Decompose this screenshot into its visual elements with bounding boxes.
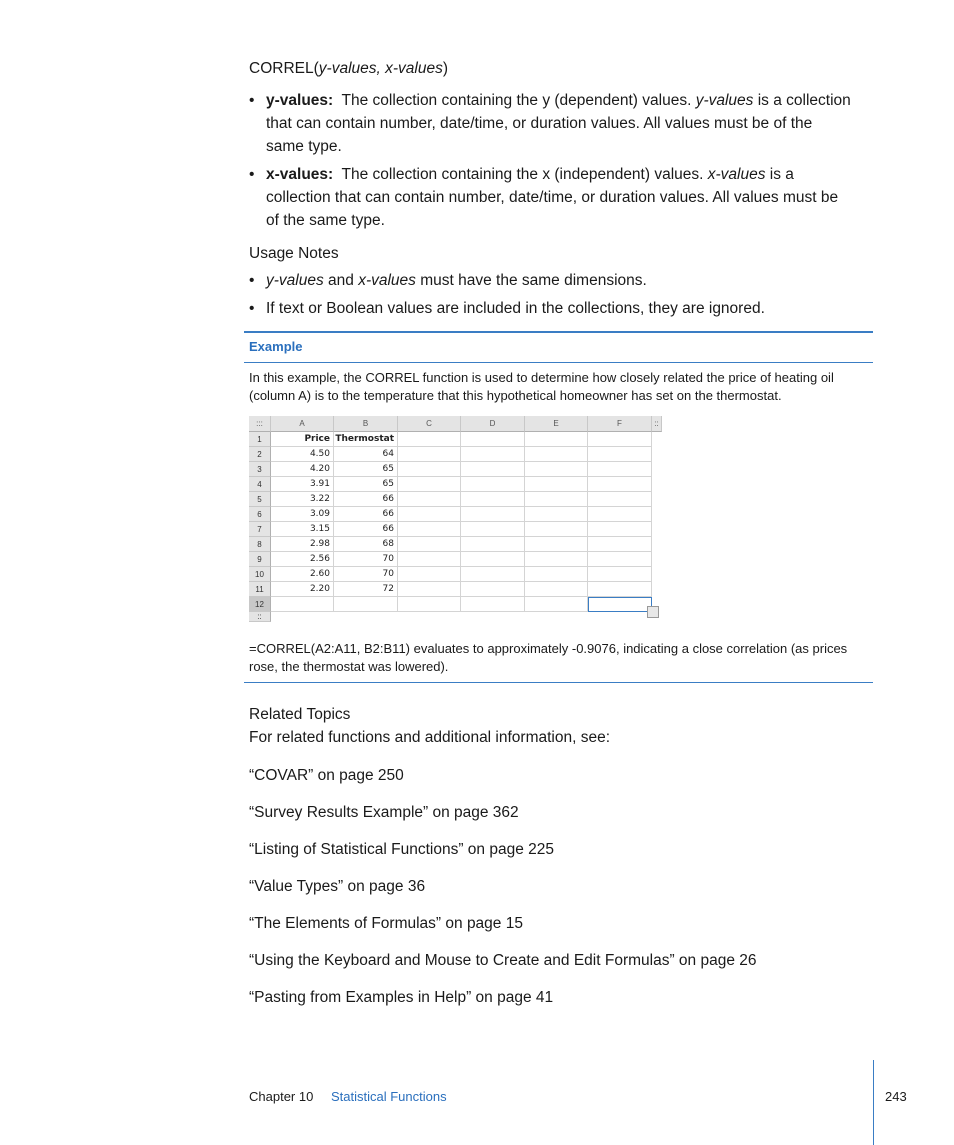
related-link[interactable]: “COVAR” on page 250 <box>249 767 404 784</box>
cell-a1[interactable]: Price <box>271 432 334 447</box>
col-header-f[interactable]: F <box>588 416 652 432</box>
empty-cell[interactable] <box>525 582 588 597</box>
note-text: and <box>323 272 359 289</box>
empty-cell[interactable] <box>461 537 525 552</box>
empty-cell[interactable] <box>461 492 525 507</box>
empty-cell[interactable] <box>588 567 652 582</box>
cell-thermostat[interactable]: 68 <box>334 537 398 552</box>
related-link[interactable]: “Survey Results Example” on page 362 <box>249 804 519 821</box>
col-header-d[interactable]: D <box>461 416 525 432</box>
usage-note-2 <box>249 297 874 320</box>
empty-cell[interactable] <box>461 462 525 477</box>
arg-ital: y-values <box>695 92 754 109</box>
empty-cell[interactable] <box>588 462 652 477</box>
arg-desc-line2: that can contain number, date/time, or duration values. All values must be of the <box>266 115 813 132</box>
empty-cell[interactable] <box>525 492 588 507</box>
empty-cell[interactable] <box>525 477 588 492</box>
empty-cell[interactable] <box>525 597 588 612</box>
empty-cell[interactable] <box>461 432 525 447</box>
col-header-e[interactable]: E <box>525 416 588 432</box>
cell-price[interactable]: 4.20 <box>271 462 334 477</box>
cell-price[interactable]: 3.15 <box>271 522 334 537</box>
bullet-dot: • <box>249 272 255 289</box>
resize-handle[interactable] <box>647 606 659 618</box>
row-header[interactable]: 2 <box>249 447 271 462</box>
cell-price[interactable]: 3.22 <box>271 492 334 507</box>
empty-cell[interactable] <box>461 567 525 582</box>
arg-desc-end: is a <box>765 166 794 183</box>
cell-price[interactable]: 2.98 <box>271 537 334 552</box>
usage-note-1 <box>249 269 874 292</box>
empty-cell[interactable] <box>398 477 461 492</box>
row-header[interactable]: 6 <box>249 507 271 522</box>
corner-cell: ::: <box>249 416 271 432</box>
cell-b1[interactable]: Thermostat <box>334 432 398 447</box>
row-header[interactable]: 10 <box>249 567 271 582</box>
arg-name: y-values: <box>266 92 334 109</box>
empty-cell[interactable] <box>461 582 525 597</box>
empty-cell[interactable] <box>398 552 461 567</box>
related-intro: For related functions and additional information, see: <box>249 729 611 746</box>
cell-price[interactable]: 2.20 <box>271 582 334 597</box>
row-header[interactable]: 7 <box>249 522 271 537</box>
arg-name: x-values: <box>266 166 334 183</box>
col-header-c[interactable]: C <box>398 416 461 432</box>
cell-thermostat[interactable]: 72 <box>334 582 398 597</box>
empty-cell[interactable] <box>398 567 461 582</box>
arg-desc-line3: of the same type. <box>266 212 385 229</box>
empty-cell[interactable] <box>334 597 398 612</box>
function-name: CORREL <box>249 60 314 77</box>
cell-price[interactable]: 4.50 <box>271 447 334 462</box>
note-text: must have the same dimensions. <box>415 272 647 289</box>
row-header[interactable]: 5 <box>249 492 271 507</box>
function-args: y-values, x-values <box>318 60 443 77</box>
footer-chapter-title[interactable]: Statistical Functions <box>331 1089 447 1104</box>
empty-cell[interactable] <box>398 522 461 537</box>
example-result-line1: =CORREL(A2:A11, B2:B11) evaluates to approximately -0.9076, indicating a close correlation (as prices <box>249 641 848 656</box>
note-ital: x-values <box>358 272 416 289</box>
example-intro <box>249 369 873 405</box>
empty-cell[interactable] <box>525 537 588 552</box>
cell-thermostat[interactable]: 65 <box>334 462 398 477</box>
row-header[interactable]: 3 <box>249 462 271 477</box>
function-syntax: CORREL(y-values, x-values) <box>249 60 448 77</box>
arg-desc-end: is a collection <box>753 92 851 109</box>
row-header[interactable]: 9 <box>249 552 271 567</box>
example-spreadsheet <box>249 416 662 622</box>
cell-thermostat[interactable]: 70 <box>334 552 398 567</box>
arg-desc-line2: collection that can contain number, date/time, or duration values. All values must be <box>266 189 839 206</box>
empty-cell[interactable] <box>398 597 461 612</box>
argument-y-values <box>249 89 874 158</box>
row-header-handle[interactable]: :: <box>249 612 271 622</box>
row-header-selected[interactable]: 12 <box>249 597 271 612</box>
cell-price[interactable]: 3.91 <box>271 477 334 492</box>
arg-desc: The collection containing the y (dependent) values. <box>341 92 696 109</box>
empty-cell[interactable] <box>398 582 461 597</box>
empty-cell[interactable] <box>525 522 588 537</box>
arg-desc-line3: same type. <box>266 138 342 155</box>
note-ital: y-values <box>266 272 324 289</box>
related-link[interactable]: “Value Types” on page 36 <box>249 878 426 895</box>
empty-cell[interactable] <box>525 567 588 582</box>
example-intro-line1: In this example, the CORREL function is used to determine how closely related the price of heating oil <box>249 370 834 385</box>
footer-divider <box>873 1060 874 1145</box>
example-top-rule <box>244 331 873 333</box>
empty-cell[interactable] <box>588 537 652 552</box>
example-intro-line2: (column A) is to the temperature that this hypothetical homeowner has set on the thermostat. <box>249 388 782 403</box>
col-header-b[interactable]: B <box>334 416 398 432</box>
cell-thermostat[interactable]: 65 <box>334 477 398 492</box>
row-header[interactable]: 1 <box>249 432 271 447</box>
cell-thermostat[interactable]: 66 <box>334 522 398 537</box>
example-result <box>249 640 873 676</box>
example-label: Example <box>249 339 303 354</box>
empty-cell[interactable] <box>398 432 461 447</box>
bullet-dot: • <box>249 166 255 183</box>
cell-thermostat[interactable]: 70 <box>334 567 398 582</box>
bullet-dot: • <box>249 300 255 317</box>
empty-cell[interactable] <box>525 507 588 522</box>
cell-thermostat[interactable]: 64 <box>334 447 398 462</box>
empty-cell[interactable] <box>525 462 588 477</box>
empty-cell[interactable] <box>588 552 652 567</box>
empty-cell[interactable] <box>588 582 652 597</box>
example-bottom-rule <box>244 682 873 683</box>
empty-cell[interactable] <box>398 537 461 552</box>
empty-cell[interactable] <box>588 447 652 462</box>
empty-cell[interactable] <box>271 597 334 612</box>
usage-notes-heading: Usage Notes <box>249 245 339 262</box>
empty-cell[interactable] <box>525 552 588 567</box>
empty-cell[interactable] <box>461 447 525 462</box>
related-link[interactable]: “Pasting from Examples in Help” on page 41 <box>249 989 554 1006</box>
empty-cell[interactable] <box>525 447 588 462</box>
empty-cell[interactable] <box>461 552 525 567</box>
empty-cell[interactable] <box>588 492 652 507</box>
related-topics-heading: Related Topics <box>249 706 351 723</box>
related-link[interactable]: “The Elements of Formulas” on page 15 <box>249 915 523 932</box>
related-link[interactable]: “Listing of Statistical Functions” on page 225 <box>249 841 555 858</box>
selected-cell-f12[interactable] <box>588 597 652 612</box>
row-header[interactable]: 4 <box>249 477 271 492</box>
empty-cell[interactable] <box>588 522 652 537</box>
cell-price[interactable]: 3.09 <box>271 507 334 522</box>
empty-cell[interactable] <box>398 447 461 462</box>
empty-cell[interactable] <box>588 507 652 522</box>
bullet-dot: • <box>249 92 255 109</box>
example-label-rule <box>244 362 873 363</box>
empty-cell[interactable] <box>525 432 588 447</box>
cell-price[interactable]: 2.56 <box>271 552 334 567</box>
empty-cell[interactable] <box>398 492 461 507</box>
page-number: 243 <box>885 1089 907 1104</box>
empty-cell[interactable] <box>398 462 461 477</box>
empty-cell[interactable] <box>588 432 652 447</box>
empty-cell[interactable] <box>461 597 525 612</box>
empty-cell[interactable] <box>398 507 461 522</box>
arg-desc: The collection containing the x (independent) values. <box>341 166 708 183</box>
empty-cell[interactable] <box>588 477 652 492</box>
row-header[interactable]: 11 <box>249 582 271 597</box>
cell-thermostat[interactable]: 66 <box>334 507 398 522</box>
related-link[interactable]: “Using the Keyboard and Mouse to Create and Edit Formulas” on page 26 <box>249 952 757 969</box>
footer-chapter: Chapter 10 <box>249 1089 314 1104</box>
col-header-a[interactable]: A <box>271 416 334 432</box>
empty-cell[interactable] <box>461 477 525 492</box>
arg-ital: x-values <box>707 166 766 183</box>
empty-cell[interactable] <box>461 507 525 522</box>
example-result-line2: rose, the thermostat was lowered). <box>249 659 449 674</box>
cell-thermostat[interactable]: 66 <box>334 492 398 507</box>
argument-x-values <box>249 163 874 232</box>
note-text: If text or Boolean values are included in the collections, they are ignored. <box>266 300 765 317</box>
row-header[interactable]: 8 <box>249 537 271 552</box>
cell-price[interactable]: 2.60 <box>271 567 334 582</box>
empty-cell[interactable] <box>461 522 525 537</box>
col-header-handle[interactable]: :: <box>652 416 662 432</box>
